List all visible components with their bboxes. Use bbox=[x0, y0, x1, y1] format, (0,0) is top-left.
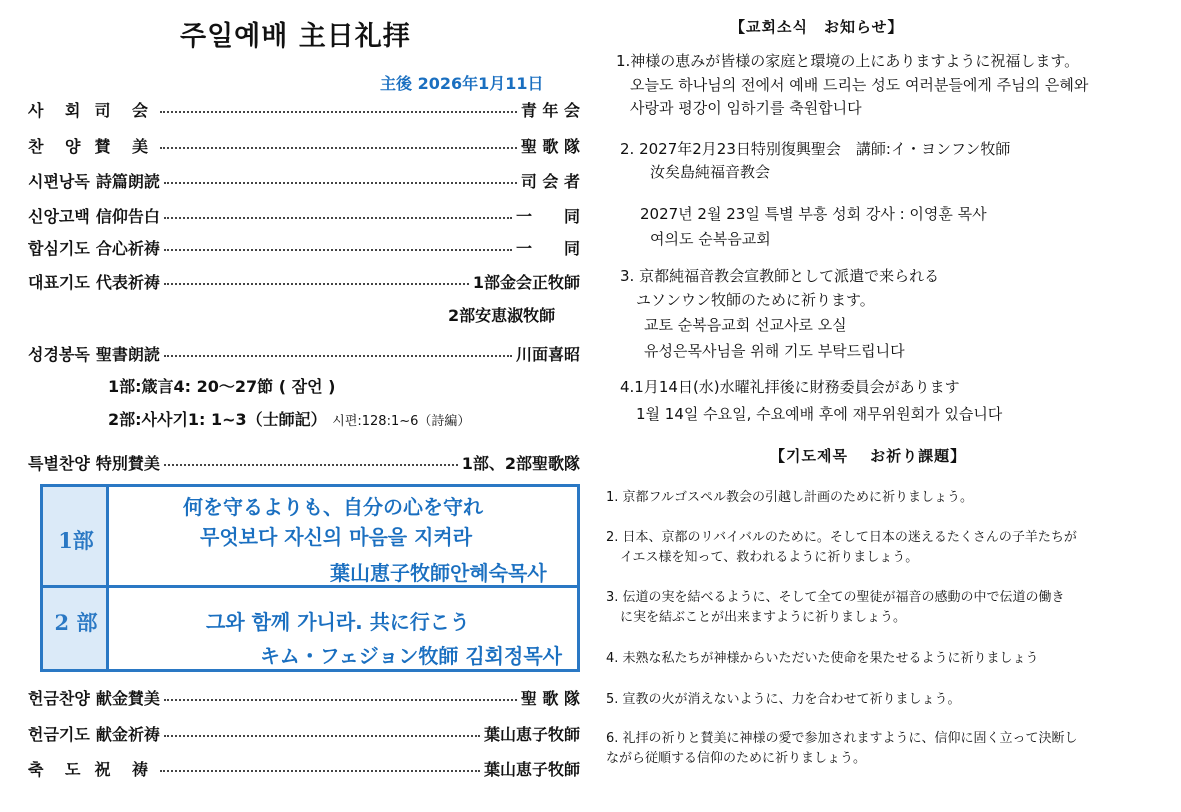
prayer-item: 1. 京都フルゴスペル教会の引越し計画のために祈りましょう。 bbox=[606, 490, 974, 505]
order-leader: 一 同 bbox=[515, 238, 580, 258]
prayer-item: 2. 日本、京都のリバイバルのために。そして日本の迷えるたくさんの子羊たちが bbox=[606, 530, 1077, 545]
order-kor: 합심기도 bbox=[28, 238, 90, 258]
anthem-part1-title-jp: 何を守るよりも、自分の心を守れ bbox=[183, 495, 483, 519]
news-item3-kr: 교토 순복음교회 선교사로 오실 bbox=[644, 316, 847, 334]
anthem-part2-title: 그와 함께 가니라. 共に行こう bbox=[206, 610, 470, 634]
order-kor: 신앙고백 bbox=[28, 206, 90, 226]
service-date: 主後 2026年1月11日 bbox=[380, 74, 544, 93]
dot-leader bbox=[164, 735, 480, 737]
news-item3-jp: ユソンウン牧師のために祈ります。 bbox=[636, 291, 875, 309]
order-row bbox=[28, 720, 580, 746]
news-item1-kr: 오늘도 하나님의 전에서 예배 드리는 성도 여러분들에게 주님의 은혜와 bbox=[630, 76, 1089, 94]
prayer-item: イエス様を知って、救われるように祈りましょう。 bbox=[620, 550, 919, 565]
dot-leader bbox=[164, 249, 512, 251]
prayer-item: に実を結ぶことが出来ますように祈りましょう。 bbox=[620, 610, 907, 625]
order-row bbox=[28, 132, 580, 158]
order-row bbox=[28, 234, 580, 260]
dot-leader bbox=[160, 147, 517, 149]
news-item4-jp: 4.1月14日(水)水曜礼拝後に財務委員会があります bbox=[620, 378, 960, 396]
anthem-part1-singer: 葉山恵子牧師안혜숙목사 bbox=[330, 561, 547, 585]
part-column bbox=[43, 487, 109, 669]
order-jp: 献金賛美 bbox=[95, 688, 160, 708]
news-item1-kr: 사랑과 평강이 임하기를 축원합니다 bbox=[630, 99, 862, 117]
dot-leader bbox=[164, 217, 512, 219]
order-jp: 聖書朗読 bbox=[95, 344, 160, 364]
order-kor: 성경봉독 bbox=[28, 344, 90, 364]
news-item2-kr: 2027년 2월 23일 특별 부흥 성회 강사 : 이영훈 목사 bbox=[640, 205, 987, 223]
order-leader: 葉山恵子牧師 bbox=[483, 759, 580, 779]
order-row bbox=[28, 684, 580, 710]
news-item2-jp: 2. 2027年2月23日特別復興聖会 講師:イ・ヨンフン牧師 bbox=[620, 140, 1011, 158]
order-leader: 川面喜昭 bbox=[515, 344, 580, 364]
dot-leader bbox=[164, 699, 517, 701]
representative-second: 2部安恵淑牧師 bbox=[448, 306, 556, 325]
scripture-part2 bbox=[108, 407, 470, 430]
order-jp: 司 会 bbox=[94, 100, 157, 120]
divider bbox=[43, 585, 109, 588]
dot-leader bbox=[164, 355, 512, 357]
anthem-part2-singer: キム・フェジョン牧師 김회정목사 bbox=[260, 644, 562, 668]
special-anthem-box bbox=[40, 484, 580, 672]
order-kor: 헌금찬양 bbox=[28, 688, 90, 708]
prayer-heading: 【기도제목 お祈り課題】 bbox=[770, 447, 967, 465]
order-jp: 合心祈祷 bbox=[95, 238, 160, 258]
order-leader: 一 同 bbox=[515, 206, 580, 226]
order-jp: 祝 祷 bbox=[94, 759, 157, 779]
order-leader: 聖 歌 隊 bbox=[520, 688, 580, 708]
prayer-item: 4. 未熟な私たちが神様からいただいた使命を果たせるように祈りましょう bbox=[606, 651, 1039, 666]
prayer-item: 5. 宣教の火が消えないように、力を合わせて祈りましょう。 bbox=[606, 692, 961, 707]
order-kor: 헌금기도 bbox=[28, 724, 90, 744]
anthem-part1-title-kr: 무엇보다 자신의 마음을 지켜라 bbox=[200, 525, 473, 549]
news-item1-jp: 1.神様の恵みが皆様の家庭と環境の上にありますように祝福します。 bbox=[616, 52, 1080, 70]
prayer-item: 3. 伝道の実を結べるように、そして全ての聖徒が福音の感動の中で伝道の働き bbox=[606, 590, 1065, 605]
part2-label: 2 部 bbox=[54, 610, 98, 635]
dot-leader bbox=[164, 283, 469, 285]
order-leader: 1部、2部聖歌隊 bbox=[461, 453, 580, 473]
order-kor: 시편낭독 bbox=[28, 171, 90, 191]
order-row bbox=[28, 96, 580, 122]
order-jp: 代表祈祷 bbox=[95, 272, 160, 292]
order-row bbox=[28, 755, 580, 781]
order-jp: 献金祈祷 bbox=[95, 724, 160, 744]
order-leader: 1部金会正牧師 bbox=[472, 272, 580, 292]
dot-leader bbox=[160, 770, 480, 772]
order-leader: 司 会 者 bbox=[520, 171, 580, 191]
dot-leader bbox=[164, 182, 517, 184]
order-row bbox=[28, 449, 580, 475]
news-item2-jp: 汝矣島純福音教会 bbox=[650, 163, 771, 181]
dot-leader bbox=[160, 111, 517, 113]
news-heading: 【교회소식 お知らせ】 bbox=[730, 18, 904, 36]
order-leader: 青 年 会 bbox=[520, 100, 580, 120]
news-item3-jp: 3. 京都純福音教会宣教師として派遣で来られる bbox=[620, 267, 940, 285]
prayer-item: ながら従順する信仰のために祈りましょう。 bbox=[606, 751, 867, 766]
dot-leader bbox=[164, 464, 458, 466]
order-leader: 聖 歌 隊 bbox=[520, 136, 580, 156]
order-jp: 特別賛美 bbox=[95, 453, 160, 473]
scripture-part2-psalm: 시편:128:1~6（詩編） bbox=[332, 414, 471, 429]
order-row bbox=[28, 268, 580, 294]
order-jp: 詩篇朗読 bbox=[95, 171, 160, 191]
order-row bbox=[28, 167, 580, 193]
scripture-part2-main: 2部:사사기1: 1~3（士師記） bbox=[108, 410, 327, 429]
order-jp: 賛 美 bbox=[94, 136, 157, 156]
news-item4-kr: 1월 14일 수요일, 수요예배 후에 재무위원회가 있습니다 bbox=[636, 405, 1003, 423]
order-kor: 사 회 bbox=[28, 100, 89, 120]
order-kor: 찬 양 bbox=[28, 136, 89, 156]
order-row bbox=[28, 340, 580, 366]
order-kor: 대표기도 bbox=[28, 272, 90, 292]
order-leader: 葉山恵子牧師 bbox=[483, 724, 580, 744]
part1-label: 1部 bbox=[58, 528, 94, 553]
news-item3-kr: 유성은목사님을 위해 기도 부탁드립니다 bbox=[644, 342, 905, 360]
scripture-part1: 1部:箴言4: 20～27節 ( 잠언 ) bbox=[108, 377, 336, 396]
prayer-item: 6. 礼拝の祈りと賛美に神様の愛で参加されますように、信仰に固く立って決断し bbox=[606, 731, 1078, 746]
order-kor: 축 도 bbox=[28, 759, 89, 779]
news-item2-kr: 여의도 순복음교회 bbox=[650, 230, 771, 248]
order-kor: 특별찬양 bbox=[28, 453, 90, 473]
page-title: 주일예배 主日礼拝 bbox=[180, 21, 411, 52]
order-row bbox=[28, 202, 580, 228]
order-jp: 信仰告白 bbox=[95, 206, 160, 226]
